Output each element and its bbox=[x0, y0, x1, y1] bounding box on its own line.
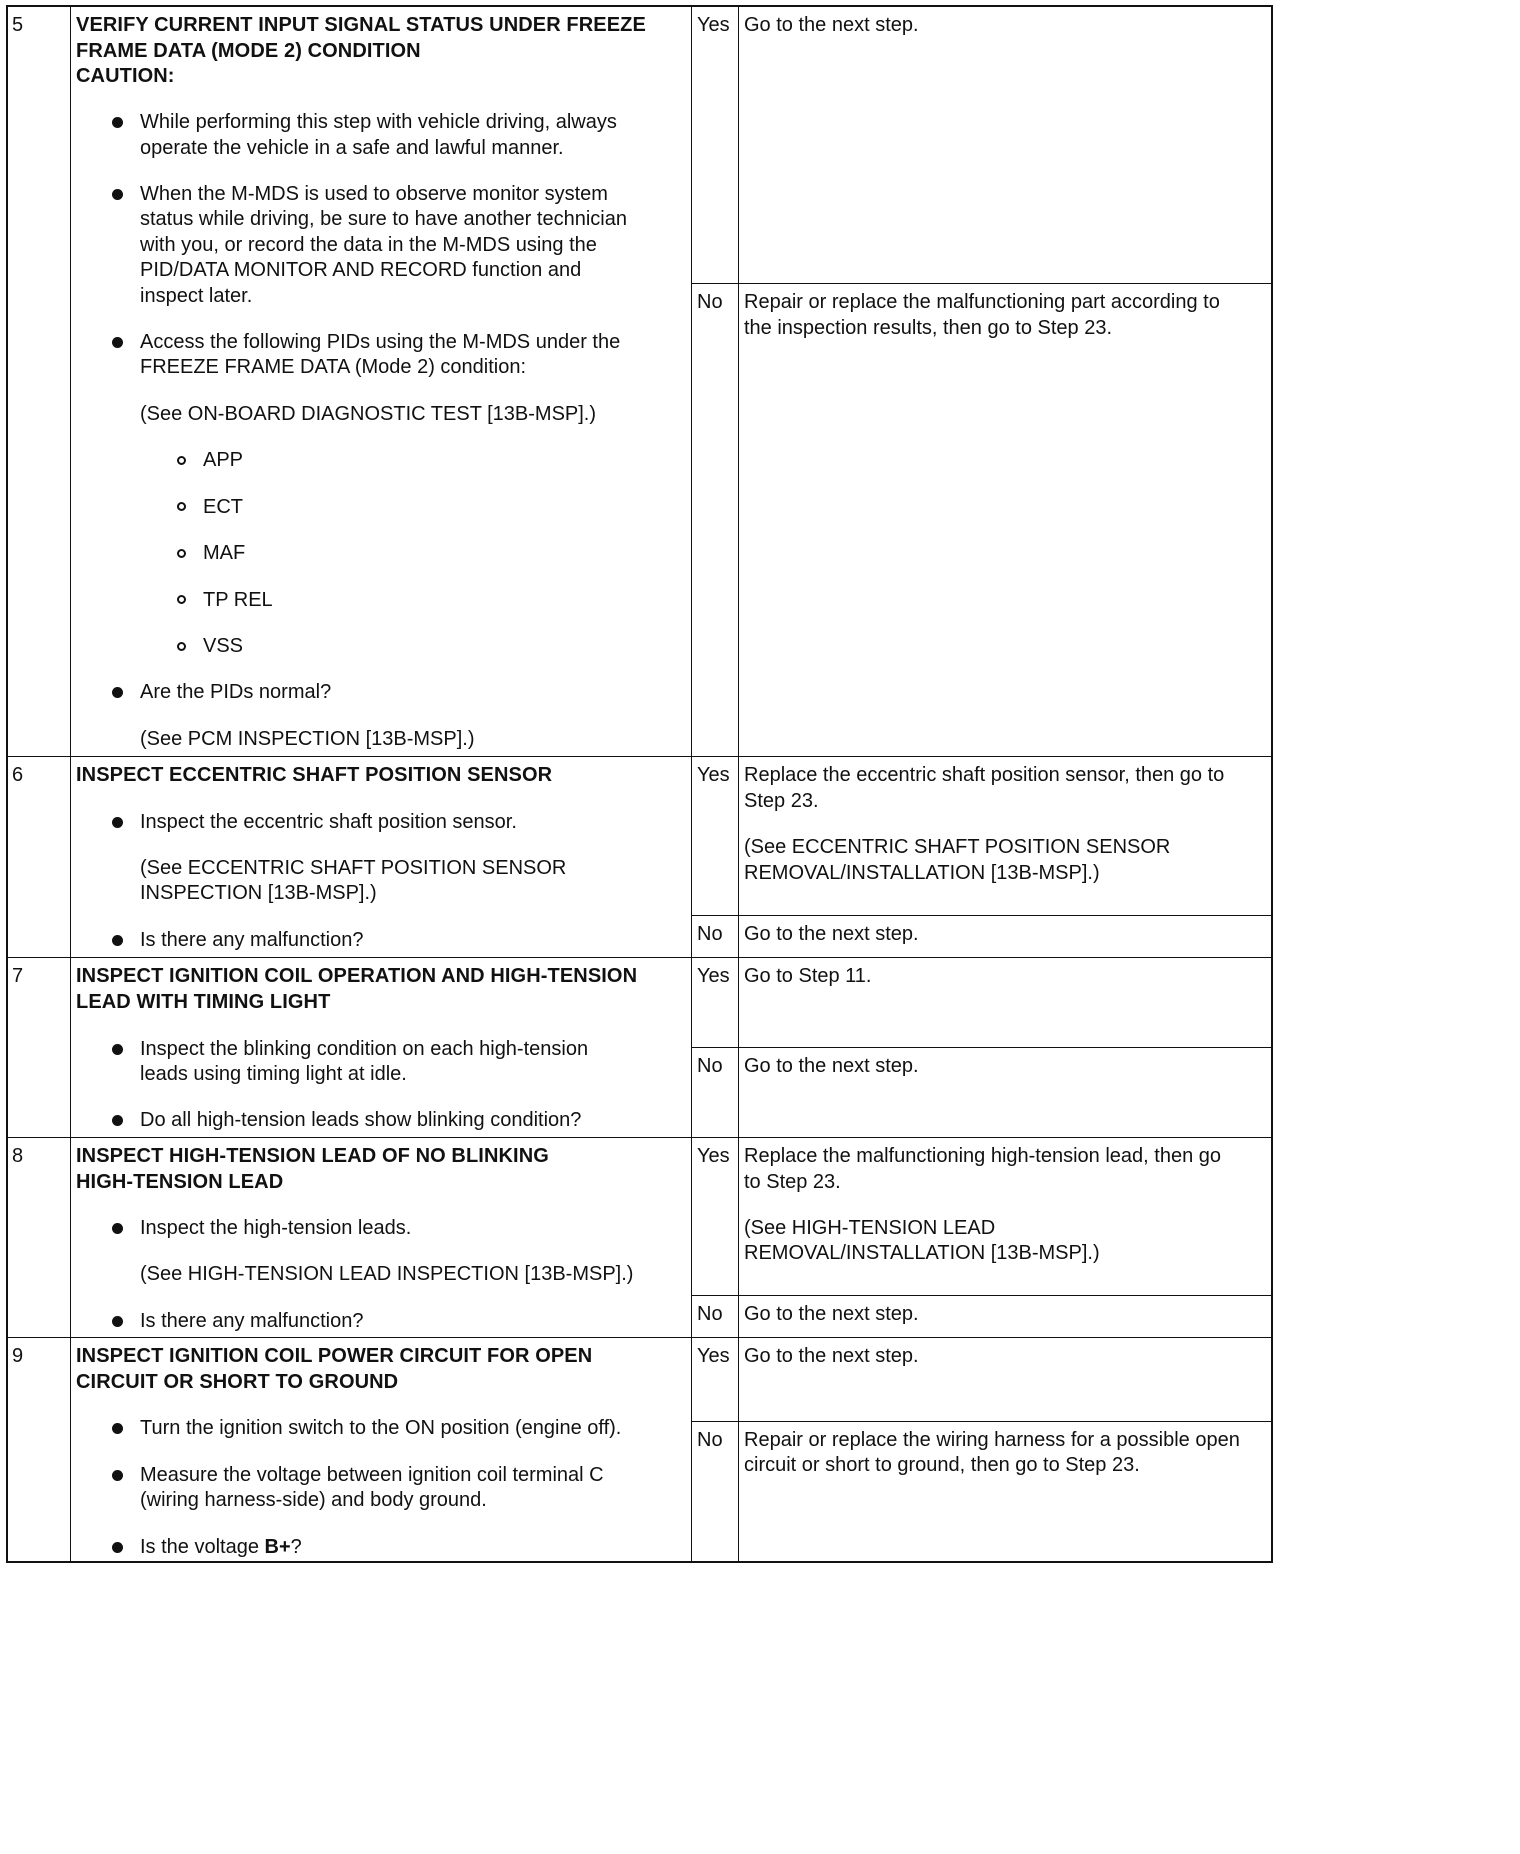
bullet-icon bbox=[112, 117, 123, 128]
caution-text: PID/DATA MONITOR AND RECORD function and bbox=[140, 259, 582, 281]
sub-bullet-icon bbox=[177, 502, 186, 511]
step-title-line: VERIFY CURRENT INPUT SIGNAL STATUS UNDER FREEZE bbox=[76, 14, 646, 36]
yes-reference: (See ECCENTRIC SHAFT POSITION SENSOR bbox=[744, 836, 1171, 858]
step-number: 8 bbox=[12, 1145, 24, 1167]
no-label: No bbox=[697, 1055, 723, 1077]
sub-bullet-icon bbox=[177, 549, 186, 558]
row-divider-6-7 bbox=[8, 957, 1271, 958]
caution-text: While performing this step with vehicle driving, always bbox=[140, 111, 617, 133]
step-title-line: LEAD WITH TIMING LIGHT bbox=[76, 991, 331, 1013]
reference-text: INSPECTION [13B-MSP].) bbox=[140, 882, 377, 904]
step-title-line: INSPECT IGNITION COIL POWER CIRCUIT FOR OPEN bbox=[76, 1345, 593, 1367]
bullet-icon bbox=[112, 1423, 123, 1434]
caution-text: status while driving, be sure to have another technician bbox=[140, 208, 627, 230]
reference-text: (See PCM INSPECTION [13B-MSP].) bbox=[140, 728, 475, 750]
yes-action: Replace the malfunctioning high-tension lead, then go bbox=[744, 1145, 1221, 1167]
column-divider-answer bbox=[738, 7, 739, 1561]
yes-label: Yes bbox=[697, 1345, 730, 1367]
instruction-text: leads using timing light at idle. bbox=[140, 1063, 407, 1085]
yes-no-divider-9 bbox=[691, 1421, 1271, 1422]
yes-reference: REMOVAL/INSTALLATION [13B-MSP].) bbox=[744, 1242, 1100, 1264]
no-action: circuit or short to ground, then go to Step 23. bbox=[744, 1454, 1140, 1476]
caution-text: with you, or record the data in the M-MDS using the bbox=[140, 234, 597, 256]
no-action: Go to the next step. bbox=[744, 923, 919, 945]
yes-label: Yes bbox=[697, 14, 730, 36]
pid-item: MAF bbox=[203, 542, 246, 564]
question-text: Is there any malfunction? bbox=[140, 1310, 364, 1332]
instruction-text: (wiring harness-side) and body ground. bbox=[140, 1489, 487, 1511]
instruction-text: FREEZE FRAME DATA (Mode 2) condition: bbox=[140, 356, 527, 378]
question-suffix: ? bbox=[290, 1536, 302, 1558]
yes-action: Go to the next step. bbox=[744, 1345, 919, 1367]
no-action: Go to the next step. bbox=[744, 1055, 919, 1077]
question-text bbox=[140, 1535, 302, 1561]
pid-item: VSS bbox=[203, 635, 244, 657]
instruction-text: Inspect the eccentric shaft position sensor. bbox=[140, 811, 517, 833]
yes-no-divider-6 bbox=[691, 915, 1271, 916]
bullet-icon bbox=[112, 337, 123, 348]
caution-label: CAUTION: bbox=[76, 65, 175, 87]
bullet-icon bbox=[112, 817, 123, 828]
step-title-line: CIRCUIT OR SHORT TO GROUND bbox=[76, 1371, 399, 1393]
no-label: No bbox=[697, 291, 723, 313]
instruction-text: Inspect the high-tension leads. bbox=[140, 1217, 412, 1239]
step-number: 7 bbox=[12, 965, 24, 987]
question-text: Is there any malfunction? bbox=[140, 929, 364, 951]
instruction-text: Inspect the blinking condition on each high-tension bbox=[140, 1038, 589, 1060]
yes-label: Yes bbox=[697, 1145, 730, 1167]
question-bold: B+ bbox=[264, 1536, 291, 1558]
no-label: No bbox=[697, 1303, 723, 1325]
reference-text: (See ECCENTRIC SHAFT POSITION SENSOR bbox=[140, 857, 567, 879]
question-text: Do all high-tension leads show blinking condition? bbox=[140, 1109, 582, 1131]
pid-item: ECT bbox=[203, 496, 243, 518]
instruction-text: Turn the ignition switch to the ON position (engine off). bbox=[140, 1417, 622, 1439]
reference-text: (See HIGH-TENSION LEAD INSPECTION [13B-MSP].) bbox=[140, 1263, 634, 1285]
bullet-icon bbox=[112, 1223, 123, 1234]
yes-action: to Step 23. bbox=[744, 1171, 841, 1193]
yes-reference: REMOVAL/INSTALLATION [13B-MSP].) bbox=[744, 862, 1100, 884]
no-label: No bbox=[697, 1429, 723, 1451]
yes-action: Step 23. bbox=[744, 790, 819, 812]
no-action: Go to the next step. bbox=[744, 1303, 919, 1325]
bullet-icon bbox=[112, 1044, 123, 1055]
bullet-icon bbox=[112, 1115, 123, 1126]
no-action: Repair or replace the wiring harness for a possible open bbox=[744, 1429, 1240, 1451]
row-divider-5-6 bbox=[8, 756, 1271, 757]
sub-bullet-icon bbox=[177, 642, 186, 651]
bullet-icon bbox=[112, 189, 123, 200]
step-title-line: INSPECT HIGH-TENSION LEAD OF NO BLINKING bbox=[76, 1145, 549, 1167]
bullet-icon bbox=[112, 935, 123, 946]
sub-bullet-icon bbox=[177, 456, 186, 465]
step-title-line: INSPECT IGNITION COIL OPERATION AND HIGH-TENSION bbox=[76, 965, 638, 987]
column-divider-step bbox=[70, 7, 71, 1561]
step-number: 6 bbox=[12, 764, 24, 786]
yes-label: Yes bbox=[697, 764, 730, 786]
bullet-icon bbox=[112, 1542, 123, 1553]
yes-action: Replace the eccentric shaft position sensor, then go to bbox=[744, 764, 1225, 786]
row-divider-8-9 bbox=[8, 1337, 1271, 1338]
bullet-icon bbox=[112, 1470, 123, 1481]
no-action: Repair or replace the malfunctioning part according to bbox=[744, 291, 1220, 313]
column-divider-inspection bbox=[691, 7, 692, 1561]
diagnostic-procedure-table bbox=[6, 5, 1273, 1563]
step-number: 5 bbox=[12, 14, 24, 36]
caution-text: When the M-MDS is used to observe monitor system bbox=[140, 183, 608, 205]
no-action: the inspection results, then go to Step 23. bbox=[744, 317, 1113, 339]
yes-action: Go to Step 11. bbox=[744, 965, 872, 987]
caution-text: operate the vehicle in a safe and lawful manner. bbox=[140, 137, 564, 159]
step-title-line: INSPECT ECCENTRIC SHAFT POSITION SENSOR bbox=[76, 764, 553, 786]
no-label: No bbox=[697, 923, 723, 945]
bullet-icon bbox=[112, 1316, 123, 1327]
yes-no-divider-7 bbox=[691, 1047, 1271, 1048]
pid-item: APP bbox=[203, 449, 244, 471]
step-number: 9 bbox=[12, 1345, 24, 1367]
yes-reference: (See HIGH-TENSION LEAD bbox=[744, 1217, 996, 1239]
instruction-text: Access the following PIDs using the M-MDS under the bbox=[140, 331, 621, 353]
reference-text: (See ON-BOARD DIAGNOSTIC TEST [13B-MSP].) bbox=[140, 403, 597, 425]
pid-item: TP REL bbox=[203, 589, 273, 611]
question-text: Are the PIDs normal? bbox=[140, 681, 332, 703]
sub-bullet-icon bbox=[177, 595, 186, 604]
yes-label: Yes bbox=[697, 965, 730, 987]
yes-action: Go to the next step. bbox=[744, 14, 919, 36]
row-divider-7-8 bbox=[8, 1137, 1271, 1138]
bullet-icon bbox=[112, 687, 123, 698]
question-prefix: Is the voltage bbox=[140, 1536, 265, 1558]
step-title-line: FRAME DATA (MODE 2) CONDITION bbox=[76, 40, 421, 62]
yes-no-divider-5 bbox=[691, 283, 1271, 284]
step-title-line: HIGH-TENSION LEAD bbox=[76, 1171, 284, 1193]
yes-no-divider-8 bbox=[691, 1295, 1271, 1296]
instruction-text: Measure the voltage between ignition coil terminal C bbox=[140, 1464, 604, 1486]
caution-text: inspect later. bbox=[140, 285, 253, 307]
